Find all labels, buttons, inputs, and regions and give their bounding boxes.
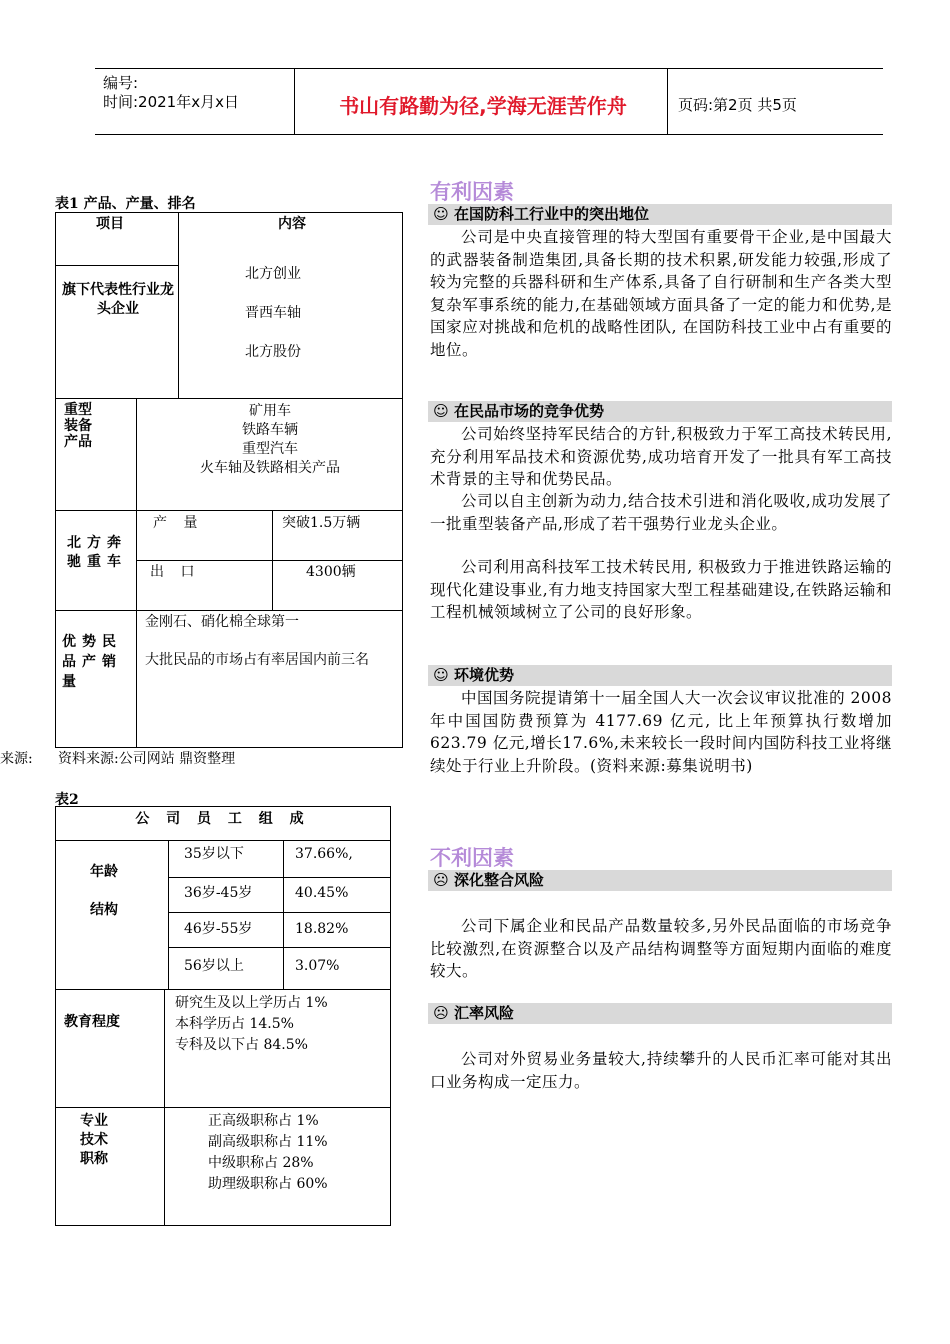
- table2-cell: 正高级职称占 1%: [208, 1113, 319, 1129]
- table2-cell: 研究生及以上学历占 1%: [175, 995, 328, 1011]
- table2-title: 公 司 员 工 组 成: [135, 811, 310, 827]
- section-heading: ☹ 深化整合风险: [428, 870, 892, 891]
- table1-cell: 出 口: [150, 564, 201, 580]
- table1-cell: 突破1.5万辆: [282, 515, 361, 531]
- smile-icon: ☺: [433, 402, 449, 420]
- table2-cell: 56岁以上: [184, 958, 244, 974]
- table1-cell: 重型汽车: [242, 441, 298, 457]
- unfavorable-title: 不利因素: [430, 846, 514, 870]
- table1-header-content: 内容: [278, 216, 306, 232]
- table1-cell: 北方股份: [245, 344, 301, 360]
- table2-cell: 副高级职称占 11%: [208, 1134, 328, 1150]
- header-motto: 书山有路勤为径,学海无涯苦作舟: [339, 94, 627, 118]
- table2-cell: 35岁以下: [184, 846, 244, 862]
- table2-cell: 专科及以下占 84.5%: [175, 1037, 308, 1053]
- table2-cell: 3.07%: [295, 958, 340, 974]
- table2-cell: 36岁-45岁: [184, 885, 253, 901]
- table2-cell: 37.66%,: [295, 846, 353, 862]
- table1-caption: 表1 产品、产量、排名: [55, 196, 196, 212]
- paragraph: 中国国务院提请第十一届全国人大一次会议审议批准的 2008 年中国国防费预算为 4177.69 亿元, 比上年预算执行数增加 623.79 亿元,增长17.6%,未来较长一段时间内国防科技工业将继续处于行业上升阶段。(资料来源:募集说明书): [430, 689, 892, 775]
- table1-cell: 火车轴及铁路相关产品: [200, 460, 340, 476]
- table2-title-label: 专业: [80, 1113, 108, 1129]
- header-top-rule: [95, 68, 883, 69]
- paragraph: 公司以自主创新为动力,结合技术引进和消化吸收,成功发展了一批重型装备产品,形成了若干强势行业龙头企业。: [430, 492, 892, 533]
- smile-icon: ☺: [433, 666, 449, 684]
- header-divider: [294, 68, 295, 135]
- table1-row-label: 北方奔驰重车: [67, 535, 127, 570]
- table2-cell: 中级职称占 28%: [208, 1155, 314, 1171]
- header-bottom-rule: [95, 134, 883, 135]
- table2-edu-label: 教育程度: [64, 1014, 120, 1030]
- table2-cell: 本科学历占 14.5%: [175, 1016, 294, 1032]
- table2-cell: 助理级职称占 60%: [208, 1176, 328, 1192]
- table2-age-label: 结构: [90, 902, 118, 918]
- table1-cell: 产 量: [153, 515, 204, 531]
- table1-row-label: 重型装备产品: [64, 402, 92, 450]
- table1-row-label: 旗下代表性行业龙头企业: [62, 282, 174, 317]
- header-divider: [667, 68, 668, 135]
- table2-caption: 表2: [55, 792, 79, 808]
- paragraph: 公司是中央直接管理的特大型国有重要骨干企业,是中国最大的武器装备制造集团,具备长期的技术积累,研发能力较强,形成了较为完整的兵器科研和生产体系,具备了自行研制和生产各类大型复杂军事系统的能力,在基础领域方面具备了一定的能力和优势,是国家应对挑战和危机的战略性团队, 在国防科技工业中占有重要的地位。: [430, 228, 892, 359]
- table2-title-label: 职称: [80, 1151, 108, 1167]
- paragraph: 公司对外贸易业务量较大,持续攀升的人民币汇率可能对其出口业务构成一定压力。: [430, 1050, 892, 1091]
- frown-icon: ☹: [433, 1004, 449, 1022]
- table1-cell: 晋西车轴: [245, 305, 301, 321]
- table1-source-prefix: 来源:: [0, 751, 33, 767]
- document-number: 编号:: [103, 74, 139, 92]
- paragraph: 公司始终坚持军民结合的方针,积极致力于军工高技术转民用, 充分利用军品技术和资源优势,成功培育开发了一批具有军工高技术背景的主导和优势民品。: [430, 425, 892, 489]
- table1-source: 资料来源:公司网站 鼎资整理: [58, 751, 236, 767]
- table1-header-item: 项目: [96, 216, 124, 232]
- frown-icon: ☹: [433, 871, 449, 889]
- page-info: 页码:第2页 共5页: [678, 96, 797, 114]
- document-time: 时间:2021年x月x日: [103, 93, 239, 111]
- table1-row-label: 优势民品产销量: [62, 634, 122, 690]
- table1-cell: 4300辆: [306, 564, 356, 580]
- paragraph: 公司下属企业和民品产品数量较多,另外民品面临的市场竞争比较激烈,在资源整合以及产品结构调整等方面短期内面临的难度较大。: [430, 917, 892, 981]
- table2-cell: 18.82%: [295, 921, 349, 937]
- section-heading: ☺ 环境优势: [428, 665, 892, 686]
- section-heading: ☺ 在民品市场的竞争优势: [428, 401, 892, 422]
- table2-title-label: 技术: [80, 1132, 108, 1148]
- table1-cell: 北方创业: [245, 266, 301, 282]
- table2-cell: 46岁-55岁: [184, 921, 253, 937]
- smile-icon: ☺: [433, 205, 449, 223]
- paragraph: 公司利用高科技军工技术转民用, 积极致力于推进铁路运输的现代化建设事业,有力地支持国家大型工程基础建设,在铁路运输和工程机械领域树立了公司的良好形象。: [430, 558, 892, 622]
- section-heading: ☺ 在国防科工行业中的突出地位: [428, 204, 892, 225]
- table1-cell: 矿用车: [249, 403, 291, 419]
- section-heading: ☹ 汇率风险: [428, 1003, 892, 1024]
- table1-cell: 大批民品的市场占有率居国内前三名: [145, 652, 369, 668]
- table1-cell: 铁路车辆: [242, 422, 298, 438]
- table1-cell: 金刚石、硝化棉全球第一: [145, 614, 299, 630]
- favorable-title: 有利因素: [430, 180, 514, 204]
- table2-age-label: 年龄: [90, 864, 118, 880]
- table2-cell: 40.45%: [295, 885, 349, 901]
